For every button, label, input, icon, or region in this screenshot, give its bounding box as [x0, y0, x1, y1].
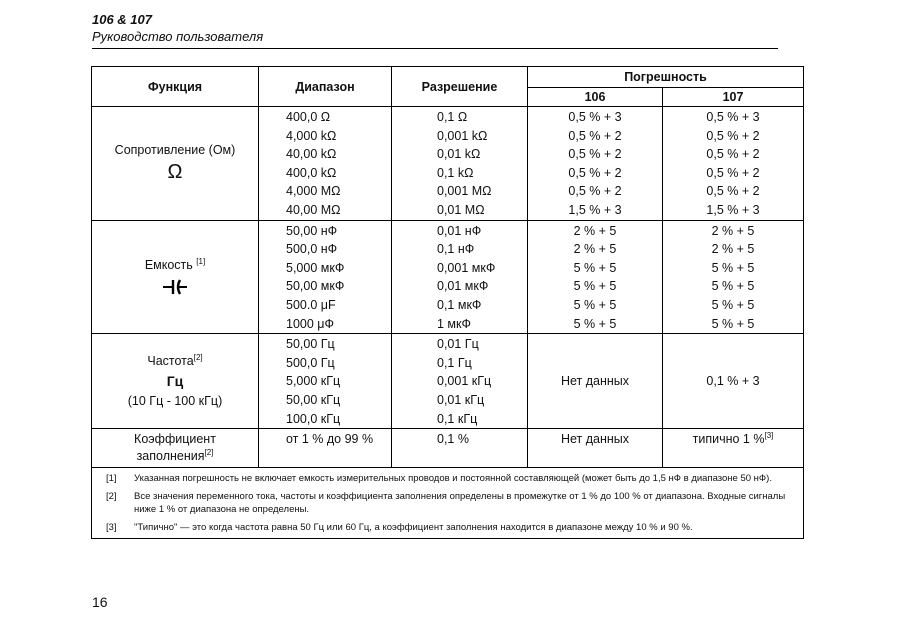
cell-value: 5 % + 5 — [711, 279, 755, 294]
cell-value: 1 мкФ — [437, 316, 471, 331]
cell-value: 0,001 мкФ — [437, 260, 496, 275]
capacitor-icon — [162, 278, 188, 296]
table-row-capacitance — [92, 220, 804, 334]
resolution-cell — [392, 334, 528, 429]
col-header-106: 106 — [528, 88, 663, 107]
cell-value: 2 % + 5 — [711, 223, 755, 238]
col-header-range: Диапазон — [259, 67, 392, 107]
cell-value: 0,1 Ω — [437, 110, 468, 124]
footnote-ref: [1] — [196, 257, 206, 267]
function-name-line1: Коэффициент — [134, 432, 216, 447]
cell-value: 0,01 Гц — [437, 337, 479, 352]
frequency-subrange: (10 Гц - 100 кГц) — [127, 393, 223, 408]
table-row-duty-cycle — [92, 429, 804, 468]
function-name: Емкость — [144, 258, 193, 273]
cell-value: 400,0 Ω — [286, 110, 331, 124]
running-header — [92, 12, 263, 45]
cell-value: 50,00 мкФ — [286, 279, 345, 294]
function-name: Сопротивление (Ом) — [114, 142, 236, 157]
spec-table — [91, 66, 804, 539]
table-row-frequency — [92, 334, 804, 429]
cell-value: 0,1 нФ — [437, 242, 475, 257]
header-guide-title: Руководство пользователя — [92, 29, 264, 44]
notes-cell — [92, 468, 804, 539]
cell-value: 0,5 % + 2 — [568, 147, 622, 162]
cell-value: 5,000 кГц — [286, 374, 341, 389]
cell-value: 5 % + 5 — [573, 316, 617, 331]
cell-value: 5 % + 5 — [573, 279, 617, 294]
footnote-number: [2] — [106, 491, 117, 503]
footnote-text: Указанная погрешность не включает емкость измерительных проводов и постоянной составляющей (может быть до 1,5 нФ в диапазоне 50 нФ). — [134, 473, 772, 485]
footnote-ref: [3] — [764, 430, 774, 440]
cell-value: 0,5 % + 2 — [706, 165, 760, 180]
cell-value: 5 % + 5 — [573, 260, 617, 275]
cell-value: 0,5 % + 2 — [706, 128, 760, 143]
accuracy-106-cell — [528, 220, 663, 334]
accuracy-106-cell: Нет данных — [528, 429, 663, 468]
col-header-resolution: Разрешение — [392, 67, 528, 107]
cell-value: 100,0 кГц — [286, 411, 341, 426]
range-cell — [259, 107, 392, 221]
cell-value: 0,01 мкФ — [437, 279, 489, 294]
header-model: 106 & 107 — [92, 12, 152, 27]
function-cell-capacitance — [92, 220, 259, 334]
range-cell: от 1 % до 99 % — [259, 429, 392, 468]
table-row-resistance — [92, 107, 804, 221]
cell-value: 0,5 % + 3 — [568, 110, 622, 124]
page-number: 16 — [92, 594, 108, 610]
cell-value: 0,5 % + 2 — [568, 128, 622, 143]
cell-value: 5,000 мкФ — [286, 260, 345, 275]
cell-value: 40,00 MΩ — [286, 202, 341, 217]
col-header-107: 107 — [663, 88, 804, 107]
cell-value: 5 % + 5 — [711, 316, 755, 331]
accuracy-107-cell — [663, 220, 804, 334]
cell-value: 2 % + 5 — [711, 242, 755, 257]
function-cell-frequency — [92, 334, 259, 429]
cell-value: 0,001 кГц — [437, 374, 492, 389]
cell-value: 0,1 kΩ — [437, 165, 474, 180]
cell-value: 5 % + 5 — [711, 260, 755, 275]
footnote-text: Все значения переменного тока, частоты и коэффициента заполнения определены в промежутке от 1 % до 100 % от диапазона. Входные сигналы ниже 1 % от диапазона не определены. — [134, 491, 786, 516]
footnote — [106, 472, 793, 485]
cell-value: 2 % + 5 — [573, 223, 617, 238]
ohm-symbol: Ω — [167, 160, 183, 183]
resolution-cell — [392, 107, 528, 221]
cell-value: 500.0 μF — [286, 297, 336, 312]
header-rule — [92, 48, 778, 49]
accuracy-107-cell: типично 1 %[3] — [663, 429, 804, 468]
cell-value: 0,001 MΩ — [437, 184, 492, 199]
cell-value: 0,5 % + 2 — [706, 184, 760, 199]
cell-value: 5 % + 5 — [573, 297, 617, 312]
cell-value: 0,5 % + 3 — [706, 110, 760, 124]
cell-value: 0,01 MΩ — [437, 202, 485, 217]
cell-value: 400,0 kΩ — [286, 165, 337, 180]
cell-value: 500,0 Гц — [286, 355, 335, 370]
resolution-cell: 0,1 % — [392, 429, 528, 468]
function-name: Частота — [147, 353, 194, 368]
cell-value: 50,00 нФ — [286, 223, 338, 238]
cell-value: 0,5 % + 2 — [706, 147, 760, 162]
cell-value: 4,000 kΩ — [286, 128, 337, 143]
cell-value: 0,1 мкФ — [437, 297, 482, 312]
cell-value: 0,1 кГц — [437, 411, 478, 426]
footnote — [106, 521, 793, 534]
accuracy-106-cell — [528, 107, 663, 221]
footnote-ref: [2] — [193, 352, 203, 362]
cell-value: 0,01 нФ — [437, 223, 482, 238]
range-cell — [259, 334, 392, 429]
cell-value: 2 % + 5 — [573, 242, 617, 257]
accuracy-106-cell: Нет данных — [528, 334, 663, 429]
footnote-text: "Типично" — это когда частота равна 50 Гц или 60 Гц, а коэффициент заполнения находится в диапазоне между 10 % и 90 %. — [134, 522, 693, 534]
function-name-line2: заполнения — [136, 449, 205, 464]
col-header-function: Функция — [92, 67, 259, 107]
footnote-number: [3] — [106, 522, 117, 534]
cell-value: 50,00 кГц — [286, 392, 341, 407]
cell-value: 0,1 Гц — [437, 355, 472, 370]
cell-value: 500,0 нФ — [286, 242, 338, 257]
footnote-number: [1] — [106, 473, 117, 485]
accuracy-107-cell: 0,1 % + 3 — [663, 334, 804, 429]
footnote-ref: [2] — [204, 447, 214, 457]
footnote — [106, 490, 793, 516]
cell-value: 0,5 % + 2 — [568, 165, 622, 180]
cell-value: 50,00 Гц — [286, 337, 335, 352]
cell-value: 0,01 кГц — [437, 392, 485, 407]
col-header-accuracy: Погрешность — [528, 67, 804, 88]
function-cell-duty-cycle — [92, 429, 259, 468]
function-cell-resistance — [92, 107, 259, 221]
cell-value: 0,01 kΩ — [437, 147, 481, 162]
cell-value: 1,5 % + 3 — [568, 202, 622, 217]
accuracy-107-cell — [663, 107, 804, 221]
hertz-symbol: Гц — [166, 372, 184, 389]
cell-value: 4,000 MΩ — [286, 184, 341, 199]
cell-value: 1000 μФ — [286, 316, 334, 331]
resolution-cell — [392, 220, 528, 334]
table-row-notes — [92, 468, 804, 539]
cell-value: 40,00 kΩ — [286, 147, 337, 162]
cell-value: 0,5 % + 2 — [568, 184, 622, 199]
cell-value: 5 % + 5 — [711, 297, 755, 312]
cell-value: 0,001 kΩ — [437, 128, 488, 143]
cell-value: 1,5 % + 3 — [706, 202, 760, 217]
range-cell — [259, 220, 392, 334]
